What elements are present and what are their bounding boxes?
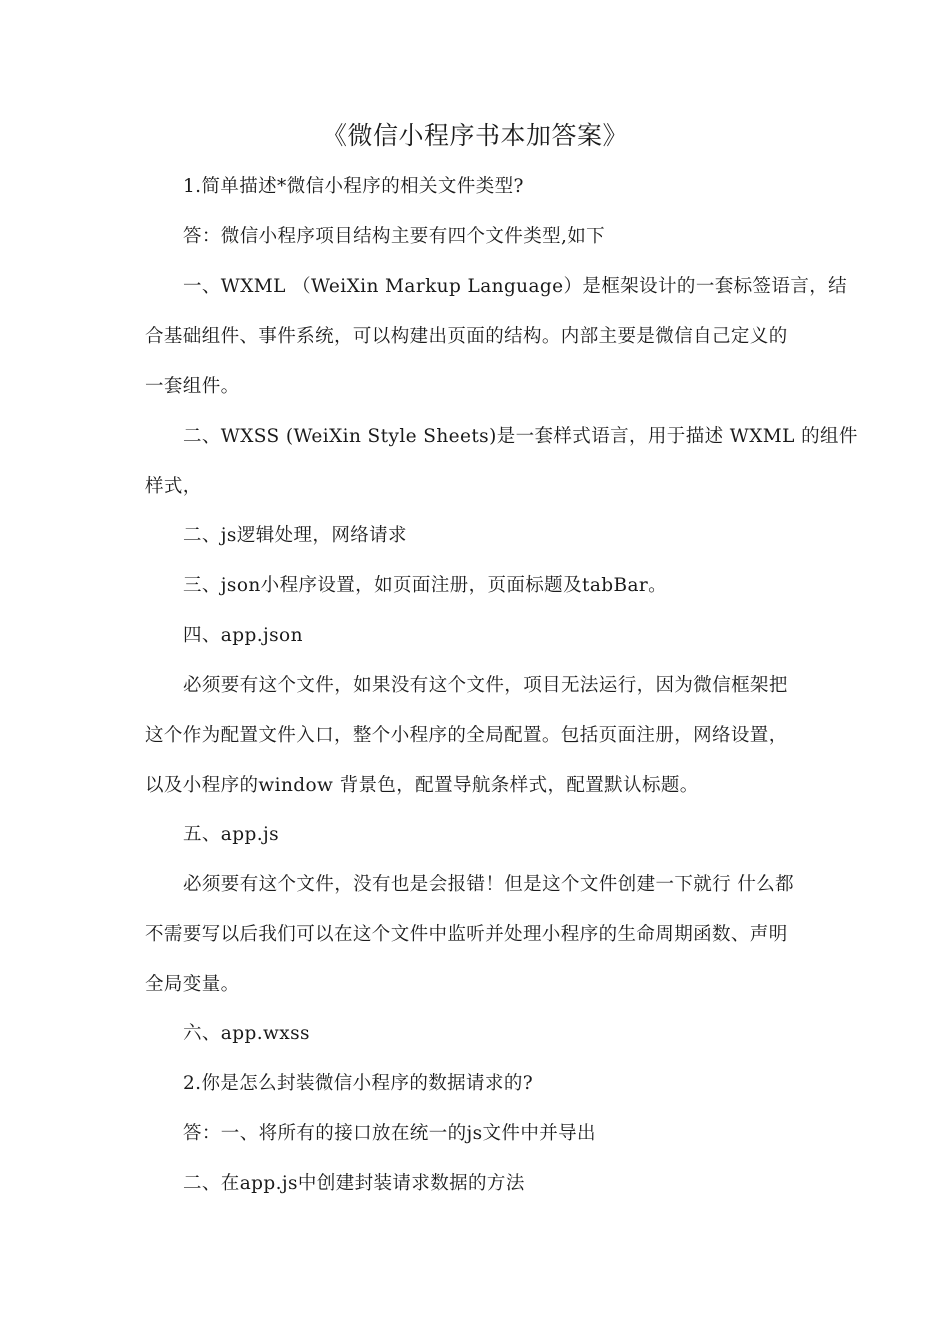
wxml-paragraph-line-3: 一套组件。	[145, 376, 240, 397]
json-paragraph: 三、json小程序设置，如页面注册，页面标题及tabBar。	[183, 575, 668, 596]
answer-2-line-2: 二、在app.js中创建封装请求数据的方法	[183, 1173, 525, 1194]
app-json-paragraph-line-3: 以及小程序的window 背景色，配置导航条样式，配置默认标题。	[145, 775, 699, 796]
wxss-paragraph-line-2: 样式，	[145, 476, 202, 497]
wxss-paragraph-line-1: 二、WXSS (WeiXin Style Sheets)是一套样式语言，用于描述 WXML 的组件	[183, 426, 858, 447]
app-json-paragraph-line-2: 这个作为配置文件入口，整个小程序的全局配置。包括页面注册，网络设置，	[145, 725, 788, 746]
question-1: 1.简单描述*微信小程序的相关文件类型?	[183, 176, 524, 197]
app-js-paragraph-line-3: 全局变量。	[145, 974, 240, 995]
document-title: 《微信小程序书本加答案》	[321, 121, 628, 150]
answer-2-line-1: 答：一、将所有的接口放在统一的js文件中并导出	[183, 1123, 596, 1144]
question-2: 2.你是怎么封装微信小程序的数据请求的?	[183, 1073, 534, 1094]
wxml-paragraph-line-1: 一、WXML （WeiXin Markup Language）是框架设计的一套标签语言，结	[183, 276, 848, 297]
app-js-paragraph-line-1: 必须要有这个文件，没有也是会报错！但是这个文件创建一下就行 什么都	[183, 874, 795, 895]
app-js-heading: 五、app.js	[183, 824, 280, 845]
wxml-paragraph-line-2: 合基础组件、事件系统，可以构建出页面的结构。内部主要是微信自己定义的	[145, 326, 788, 347]
app-wxss-heading: 六、app.wxss	[183, 1023, 310, 1044]
app-json-heading: 四、app.json	[183, 625, 303, 646]
answer-1-intro: 答：微信小程序项目结构主要有四个文件类型,如下	[183, 226, 606, 247]
js-paragraph: 二、js逻辑处理，网络请求	[183, 525, 407, 546]
app-json-paragraph-line-1: 必须要有这个文件，如果没有这个文件，项目无法运行，因为微信框架把	[183, 675, 788, 696]
app-js-paragraph-line-2: 不需要写以后我们可以在这个文件中监听并处理小程序的生命周期函数、声明	[145, 924, 788, 945]
